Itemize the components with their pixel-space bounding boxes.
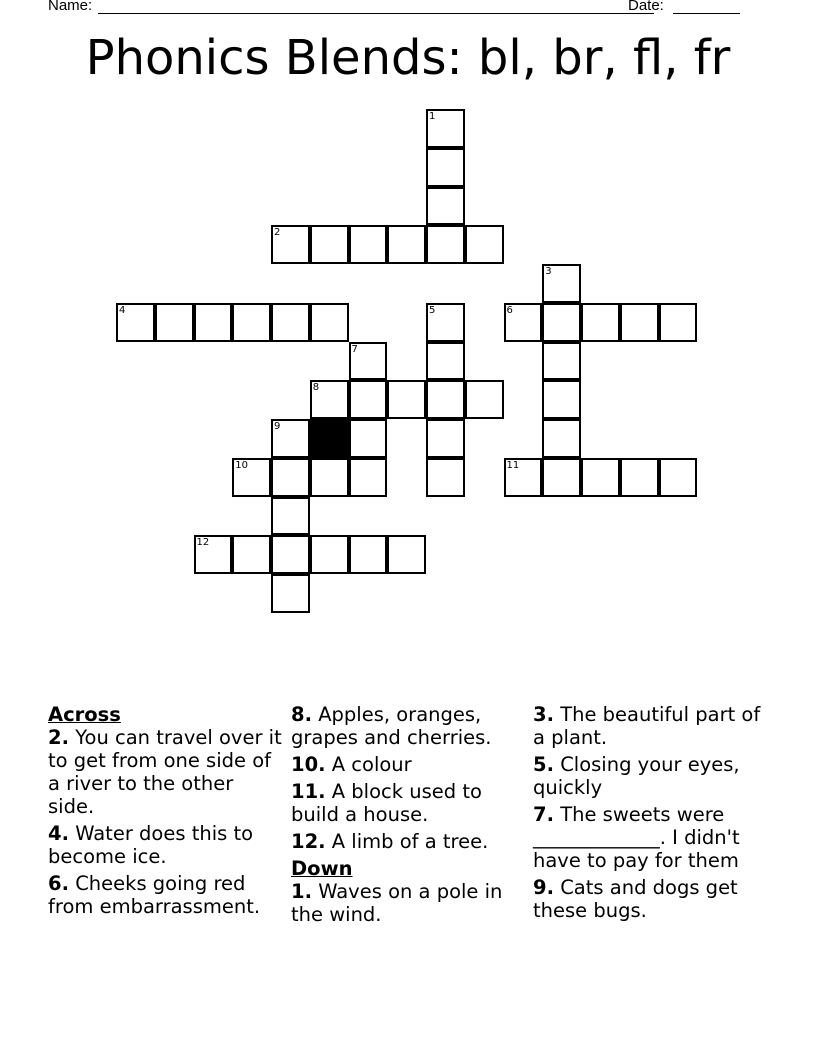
page-title: Phonics Blends: bl, br, fl, fr (85, 30, 731, 86)
clue-across-8: 8. Apples, oranges, grapes and cherries. (291, 703, 492, 749)
grid-cell[interactable] (542, 380, 581, 419)
grid-cell[interactable] (271, 303, 310, 342)
grid-cell[interactable] (426, 342, 465, 381)
clue-across-2: 2. You can travel over it to get from one side of a river to the other side. (48, 726, 282, 818)
grid-cell[interactable] (426, 303, 465, 342)
grid-cell[interactable] (349, 380, 388, 419)
grid-cell[interactable] (232, 535, 271, 574)
grid-cell[interactable] (310, 535, 349, 574)
grid-cell[interactable] (659, 303, 698, 342)
grid-cell[interactable] (194, 535, 233, 574)
grid-cell[interactable] (349, 458, 388, 497)
grid-cell[interactable] (349, 419, 388, 458)
clue-number: 2 (274, 227, 281, 239)
across-header: Across (48, 703, 121, 726)
clue-number: 7 (351, 343, 358, 355)
clue-across-12: 12. A limb of a tree. (291, 830, 489, 853)
grid-cell[interactable] (581, 303, 620, 342)
clue-number: 10 (235, 459, 248, 471)
grid-cell[interactable] (426, 109, 465, 148)
grid-cell[interactable] (387, 535, 426, 574)
clue-number: 11 (506, 459, 520, 471)
name-label: Name: (48, 0, 93, 14)
grid-cell[interactable] (426, 225, 465, 264)
clue-down-1: 1. Waves on a pole in the wind. (291, 880, 503, 926)
clues-column-3 (533, 703, 773, 926)
clue-down-7: 7. The sweets were _____________. I didn't have to pay for them (533, 803, 740, 872)
grid-cell[interactable] (349, 535, 388, 574)
date-label: Date: (628, 0, 664, 14)
grid-cell[interactable] (620, 458, 659, 497)
clue-down-3: 3. The beautiful part of a plant. (533, 703, 761, 749)
grid-cell[interactable] (542, 264, 581, 303)
clue-number: 5 (429, 304, 436, 316)
grid-cell[interactable] (387, 380, 426, 419)
grid-cell[interactable] (426, 380, 465, 419)
clue-number: 12 (196, 537, 210, 549)
grid-cell[interactable] (426, 419, 465, 458)
grid-cell[interactable] (271, 535, 310, 574)
grid-cell[interactable] (465, 225, 504, 264)
grid-cell[interactable] (349, 342, 388, 381)
grid-cell[interactable] (504, 303, 543, 342)
grid-cell[interactable] (426, 187, 465, 226)
grid-cell[interactable] (426, 148, 465, 187)
clue-number: 9 (274, 421, 281, 432)
clue-number: 4 (119, 304, 126, 316)
grid-cell[interactable] (271, 225, 310, 264)
clue-across-6: 6. Cheeks going red from embarrassment. (48, 872, 261, 918)
grid-cell[interactable] (310, 458, 349, 497)
clue-down-5: 5. Closing your eyes, quickly (533, 753, 740, 799)
grid-cell[interactable] (310, 225, 349, 264)
grid-cell[interactable] (232, 458, 271, 497)
grid-cell[interactable] (659, 458, 698, 497)
grid-cell[interactable] (310, 380, 349, 419)
grid-cell[interactable] (232, 303, 271, 342)
grid-cell[interactable] (542, 458, 581, 497)
grid-cell[interactable] (504, 458, 543, 497)
clue-number: 3 (545, 266, 552, 277)
clue-number: 6 (506, 304, 513, 316)
grid-cell[interactable] (387, 225, 426, 264)
clue-number: 1 (429, 111, 436, 122)
clues-column-2 (291, 703, 526, 930)
grid-cell[interactable] (465, 380, 504, 419)
grid-cell[interactable] (581, 458, 620, 497)
grid-cell[interactable] (542, 419, 581, 458)
grid-cell[interactable] (155, 303, 194, 342)
clue-across-10: 10. A colour (291, 753, 412, 776)
grid-cell[interactable] (271, 458, 310, 497)
grid-cell[interactable] (116, 303, 155, 342)
clue-number: 8 (312, 382, 320, 394)
grid-cell[interactable] (271, 419, 310, 458)
grid-cell[interactable] (310, 303, 349, 342)
clue-across-4: 4. Water does this to become ice. (48, 822, 254, 868)
grid-cell[interactable] (426, 458, 465, 497)
clues-column-1 (48, 703, 283, 922)
grid-cell[interactable] (542, 342, 581, 381)
grid-cell[interactable] (194, 303, 233, 342)
black-cell (310, 419, 349, 458)
clue-down-9: 9. Cats and dogs get these bugs. (533, 876, 738, 922)
grid-cell[interactable] (620, 303, 659, 342)
grid-cell[interactable] (271, 574, 310, 613)
grid-cell[interactable] (542, 303, 581, 342)
grid-cell[interactable] (349, 225, 388, 264)
grid-cell[interactable] (271, 497, 310, 536)
down-header: Down (291, 857, 353, 880)
clue-across-11: 11. A block used to build a house. (291, 780, 482, 826)
